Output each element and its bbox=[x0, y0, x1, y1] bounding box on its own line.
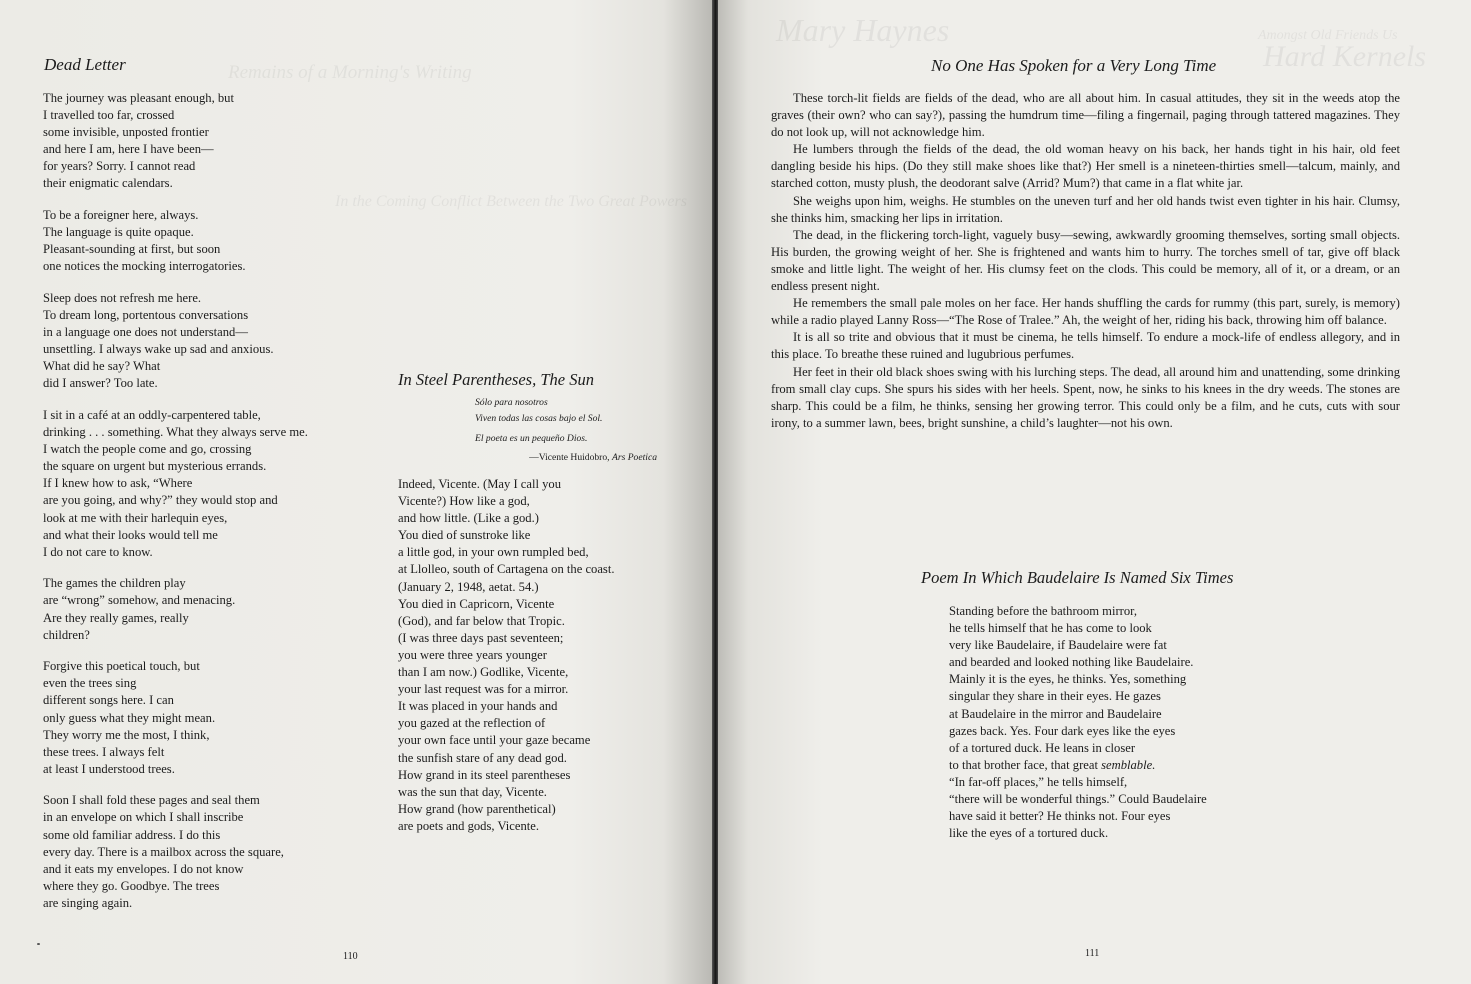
poem-line: was the sun that day, Vicente. bbox=[398, 784, 547, 799]
poem-line: like the eyes of a tortured duck. bbox=[949, 826, 1109, 841]
poem-line: where they go. Goodbye. The trees bbox=[43, 878, 220, 893]
poem-line: look at me with their harlequin eyes, bbox=[43, 510, 228, 525]
bleed-through-heading: Mary Haynes bbox=[776, 12, 950, 48]
poem-line: The language is quite opaque. bbox=[43, 225, 194, 240]
left-page bbox=[0, 0, 713, 984]
semblable-emphasis: semblable. bbox=[1101, 757, 1156, 772]
bleed-through-heading: Remains of a Morning's Writing bbox=[228, 62, 472, 83]
steel-parentheses-poem bbox=[398, 476, 614, 835]
prose-paragraph: She weighs upon him, weighs. He stumbles on the uneven turf and her old hands twist even tighter in his hair. Clumsy, she thinks him, smacking her lips in irritation. bbox=[771, 193, 1400, 225]
baudelaire-title: Poem In Which Baudelaire Is Named Six Times bbox=[921, 568, 1234, 587]
poem-line: To be a foreigner here, always. bbox=[43, 208, 199, 223]
prose-paragraph: These torch-lit fields are fields of the dead, who are all about him. In casual attitudes, they sit in the weeds atop the graves (their own? who can say?), passing the humdrum time—filing a fingernail, paging through tattered magazines. They do not look up, will not acknowledge him. bbox=[771, 91, 1400, 140]
poem-line: It was placed in your hands and bbox=[398, 699, 558, 714]
no-one-spoken-prose bbox=[771, 90, 1400, 432]
epigraph-line: Sólo para nosotros bbox=[475, 397, 548, 408]
poem-line: Standing before the bathroom mirror, bbox=[949, 604, 1138, 618]
epigraph-line: El poeta es un pequeño Dios. bbox=[475, 433, 588, 444]
poem-line: than I am now.) Godlike, Vicente, bbox=[398, 665, 569, 680]
poem-line: and here I am, here I have been— bbox=[43, 142, 214, 157]
poem-line: I travelled too far, crossed bbox=[43, 108, 175, 123]
epigraph-attribution bbox=[475, 450, 657, 466]
epigraph bbox=[475, 395, 657, 466]
page-number: 111 bbox=[1085, 948, 1100, 959]
poem-line: children? bbox=[43, 627, 90, 642]
poem-line: Are they really games, really bbox=[43, 610, 189, 625]
poem-line: are you going, and why?” they would stop and bbox=[43, 493, 278, 508]
poem-line: he tells himself that he has come to look bbox=[949, 621, 1152, 636]
bleed-through-heading: Amongst Old Friends Us bbox=[1258, 28, 1398, 43]
dead-letter-poem bbox=[43, 90, 308, 912]
poem-line: in an envelope on which I shall inscribe bbox=[43, 810, 244, 825]
poem-line: Soon I shall fold these pages and seal them bbox=[43, 793, 260, 808]
poem-line: some invisible, unposted frontier bbox=[43, 125, 209, 140]
poem-line: Vicente?) How like a god, bbox=[398, 494, 530, 509]
poem-line: How grand in its steel parentheses bbox=[398, 767, 571, 782]
poem-line: The journey was pleasant enough, but bbox=[43, 91, 234, 105]
prose-paragraph: Her feet in their old black shoes swing with his lurching steps. The dead, all around him and unattending, some drinking from small clay cups. She spurs his sides with her heels. Spent, now, he sinks to his knees in the dry weeds. The stones are sharp. This could be a film, he thinks, sensing her growing terror. This could only be a film, and he cuts, cuts with sour irony, to a summer lawn, bees, bright sunshine, a child’s laughter—not his own. bbox=[771, 364, 1400, 430]
prose-paragraph: The dead, in the flickering torch-light, vaguely busy—sewing, awkwardly grooming themselves, sorting small objects. His burden, the growing weight of her. She is frightened and wants him to hurry. The torches smell of tar, give off black smoke and little light. The weight of her. His clumsy feet on the clods. This could be memory, all of it, or a dream, or an endless present night. bbox=[771, 227, 1400, 294]
stanza bbox=[43, 407, 308, 561]
poem-line: To dream long, portentous conversations bbox=[43, 308, 249, 323]
poem-line: in a language one does not understand— bbox=[43, 325, 248, 340]
bleed-through-heading: Hard Kernels bbox=[1263, 40, 1427, 73]
poem-line: and bearded and looked nothing like Baudelaire. bbox=[949, 655, 1194, 670]
poem-line: “In far-off places,” he tells himself, bbox=[949, 774, 1128, 789]
poem-line: (I was three days past seventeen; bbox=[398, 630, 564, 645]
poem-line: How grand (how parenthetical) bbox=[398, 801, 556, 816]
poem-line: your own face until your gaze became bbox=[398, 733, 591, 748]
poem-line: I do not care to know. bbox=[43, 544, 153, 559]
attribution-work: Ars Poetica bbox=[611, 452, 657, 463]
prose-paragraph: It is all so trite and obvious that it must be cinema, he tells himself. To endure a mock-life of endless allegory, and in this place. To breathe these ruined and lugubrious perfumes. bbox=[771, 330, 1400, 362]
poem-line: some old familiar address. I do this bbox=[43, 827, 221, 842]
poem-line: and how little. (Like a god.) bbox=[398, 511, 539, 526]
poem-line: these trees. I always felt bbox=[43, 744, 165, 759]
poem-line: a little god, in your own rumpled bed, bbox=[398, 545, 589, 560]
poem-line: Sleep does not refresh me here. bbox=[43, 290, 202, 305]
poem-line: the sunfish stare of any dead god. bbox=[398, 750, 567, 765]
ink-speck bbox=[37, 943, 40, 945]
epigraph-line: Viven todas las cosas bajo el Sol. bbox=[475, 413, 603, 424]
page-number: 110 bbox=[343, 951, 358, 962]
poem-line: are singing again. bbox=[43, 895, 133, 910]
poem-line: of a tortured duck. He leans in closer bbox=[949, 740, 1136, 755]
poem-line: (God), and far below that Tropic. bbox=[398, 613, 565, 628]
poem-line: at least I understood trees. bbox=[43, 761, 175, 776]
poem-line: You died in Capricorn, Vicente bbox=[398, 596, 555, 611]
prose-paragraph: He lumbers through the fields of the dead, the old woman heavy on his back, her hands tight in his hair, old feet dangling beside his hips. (Do they still make shoes like that?) Her smell is a nineteen-thirties smell—talcum, mainly, and starched cotton, musty plush, the deodorant salve (Arrid? Mum?) that came in a flat white jar. bbox=[771, 142, 1400, 191]
stanza bbox=[43, 290, 308, 393]
poem-line: “there will be wonderful things.” Could Baudelaire bbox=[949, 792, 1207, 807]
poem-line: I watch the people come and go, crossing bbox=[43, 442, 252, 457]
poem-line: for years? Sorry. I cannot read bbox=[43, 159, 196, 174]
bleed-through-heading: In the Coming Conflict Between the Two Great Powers bbox=[335, 193, 687, 210]
no-one-spoken-title: No One Has Spoken for a Very Long Time bbox=[931, 56, 1217, 75]
poem-line: you were three years younger bbox=[398, 647, 547, 662]
poem-line: their enigmatic calendars. bbox=[43, 176, 173, 191]
poem-line: one notices the mocking interrogatories. bbox=[43, 259, 246, 274]
baudelaire-poem bbox=[949, 603, 1207, 842]
poem-line: The games the children play bbox=[43, 576, 186, 591]
stanza bbox=[43, 90, 308, 193]
poem-line: the square on urgent but mysterious errands. bbox=[43, 459, 267, 474]
poem-line: at Baudelaire in the mirror and Baudelaire bbox=[949, 706, 1162, 721]
poem-line: I sit in a café at an oddly-carpentered table, bbox=[43, 408, 261, 422]
poem-line: gazes back. Yes. Four dark eyes like the eyes bbox=[949, 723, 1176, 738]
prose-paragraph: He remembers the small pale moles on her face. Her hands shuffling the cards for rummy (this part, surely, is memory) while a radio played Lanny Ross—“The Rose of Tralee.” Ah, the weight of her, riding his back, throwing him off balance. bbox=[771, 296, 1400, 328]
poem-line: are “wrong” somehow, and menacing. bbox=[43, 593, 236, 608]
steel-parentheses-title: In Steel Parentheses, The Sun bbox=[398, 370, 594, 389]
poem-line: at Llolleo, south of Cartagena on the coast. bbox=[398, 562, 615, 577]
poem-line: only guess what they might mean. bbox=[43, 710, 216, 725]
right-page bbox=[718, 0, 1471, 984]
poem-line: drinking . . . something. What they always serve me. bbox=[43, 425, 308, 440]
poem-line: your last request was for a mirror. bbox=[398, 682, 569, 697]
poem-line: have said it better? He thinks not. Four eyes bbox=[949, 809, 1171, 824]
stanza bbox=[43, 575, 308, 643]
poem-line: Forgive this poetical touch, but bbox=[43, 659, 200, 674]
poem-line: What did he say? What bbox=[43, 359, 161, 374]
poem-line: Indeed, Vicente. (May I call you bbox=[398, 477, 562, 491]
poem-line: did I answer? Too late. bbox=[43, 376, 158, 391]
poem-line: different songs here. I can bbox=[43, 693, 174, 708]
stanza bbox=[43, 792, 308, 912]
poem-line: you gazed at the reflection of bbox=[398, 716, 546, 731]
poem-line: every day. There is a mailbox across the square, bbox=[43, 844, 284, 859]
poem-line bbox=[949, 757, 1207, 774]
poem-line: very like Baudelaire, if Baudelaire were fat bbox=[949, 638, 1167, 653]
poem-line: even the trees sing bbox=[43, 676, 137, 691]
poem-line: If I knew how to ask, “Where bbox=[43, 476, 193, 491]
poem-line: Pleasant-sounding at first, but soon bbox=[43, 242, 221, 257]
stanza bbox=[43, 658, 308, 778]
poem-line: Mainly it is the eyes, he thinks. Yes, something bbox=[949, 672, 1187, 687]
poem-line: You died of sunstroke like bbox=[398, 528, 531, 543]
poem-line: are poets and gods, Vicente. bbox=[398, 818, 539, 833]
poem-line: They worry me the most, I think, bbox=[43, 727, 210, 742]
poem-line-text: to that brother face, that great bbox=[949, 757, 1098, 772]
poem-line: (January 2, 1948, aetat. 54.) bbox=[398, 579, 539, 594]
poem-line: unsettling. I always wake up sad and anxious. bbox=[43, 342, 274, 357]
poem-line: singular they share in their eyes. He gazes bbox=[949, 689, 1161, 704]
dead-letter-title: Dead Letter bbox=[44, 55, 126, 74]
poem-line: and it eats my envelopes. I do not know bbox=[43, 861, 244, 876]
poem-line: and what their looks would tell me bbox=[43, 527, 218, 542]
attribution-author: —Vicente Huidobro, bbox=[529, 452, 610, 463]
stanza bbox=[43, 207, 308, 275]
